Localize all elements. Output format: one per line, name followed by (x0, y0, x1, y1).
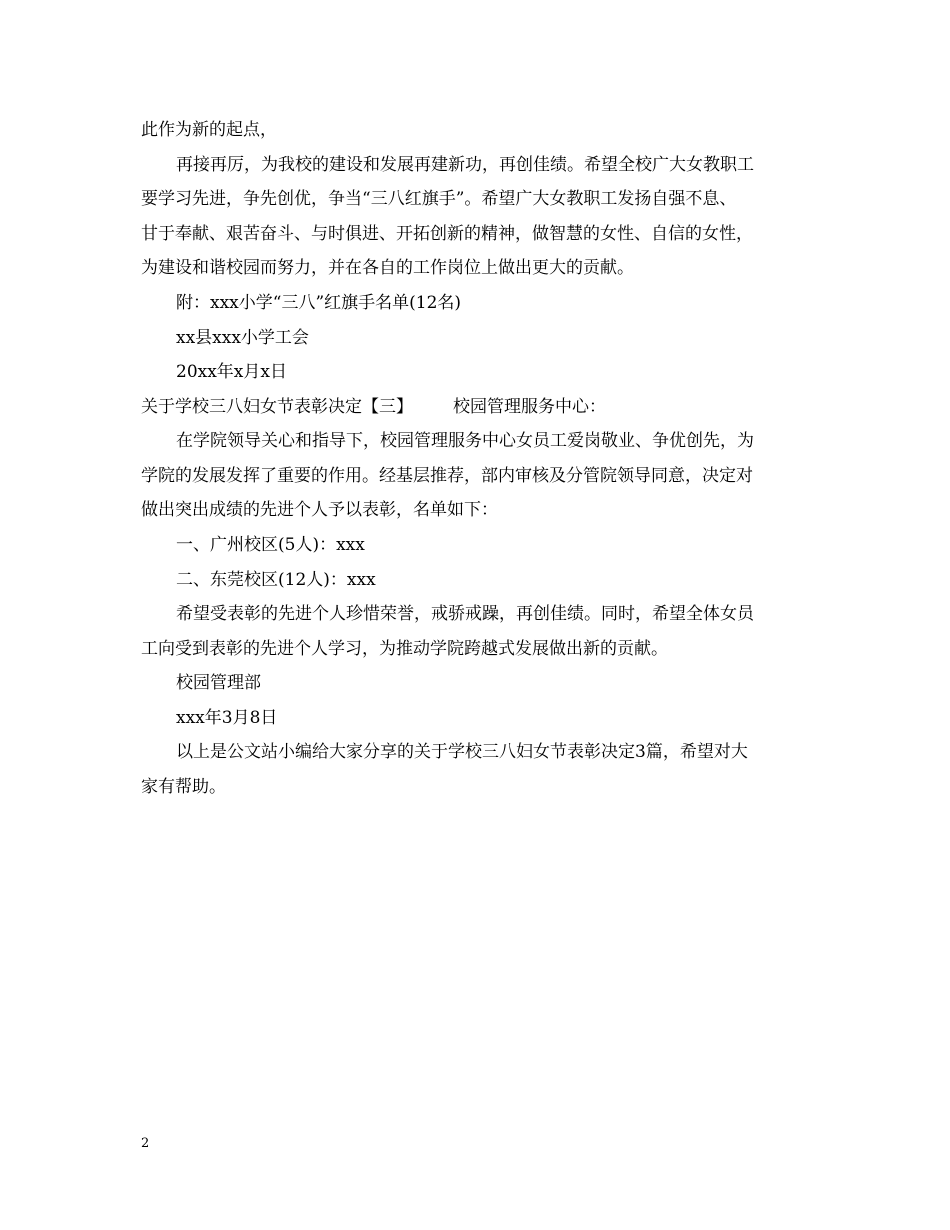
signature-date: 20xx年x月x日 (176, 362, 287, 382)
text-line: 此作为新的起点， (141, 120, 277, 140)
text-line: 在学院领导关心和指导下，校园管理服务中心女员工爱岗敬业、争优创先，为 (176, 431, 754, 451)
text-line: 为建设和谐校园而努力，并在各自的工作岗位上做出更大的贡献。 (141, 258, 634, 278)
text-line: 工向受到表彰的先进个人学习，为推动学院跨越式发展做出新的贡献。 (141, 639, 668, 659)
text-line: 希望受表彰的先进个人珍惜荣誉，戒骄戒躁，再创佳绩。同时，希望全体女员 (176, 604, 754, 624)
text-line: 甘于奉献、艰苦奋斗、与时俱进、开拓创新的精神，做智慧的女性、自信的女性， (141, 224, 753, 244)
signature-org: 校园管理部 (176, 673, 261, 693)
text-line: 做出突出成绩的先进个人予以表彰，名单如下： (141, 500, 498, 520)
text-line: 要学习先进，争先创优，争当“三八红旗手”。希望广大女教职工发扬自强不息、 (141, 189, 737, 209)
section-heading: 关于学校三八妇女节表彰决定【三】 (141, 397, 413, 417)
list-item: 二、东莞校区(12人)：xxx (176, 570, 376, 590)
text-line: 家有帮助。 (141, 777, 226, 797)
attachment-line: 附：xxx小学“三八”红旗手名单(12名) (176, 293, 462, 313)
section-heading-line (141, 397, 821, 417)
signature-date: xxx年3月8日 (176, 708, 278, 728)
page-number: 2 (141, 1136, 150, 1151)
addressee: 校园管理服务中心： (453, 397, 606, 417)
text-line: 以上是公文站小编给大家分享的关于学校三八妇女节表彰决定3篇，希望对大 (176, 742, 748, 762)
text-line: 学院的发展发挥了重要的作用。经基层推荐，部内审核及分管院领导同意，决定对 (141, 466, 753, 486)
text-line: 再接再厉，为我校的建设和发展再建新功，再创佳绩。希望全校广大女教职工 (176, 155, 754, 175)
list-item: 一、广州校区(5人)：xxx (176, 535, 365, 555)
signature-org: xx县xxx小学工会 (176, 328, 309, 348)
